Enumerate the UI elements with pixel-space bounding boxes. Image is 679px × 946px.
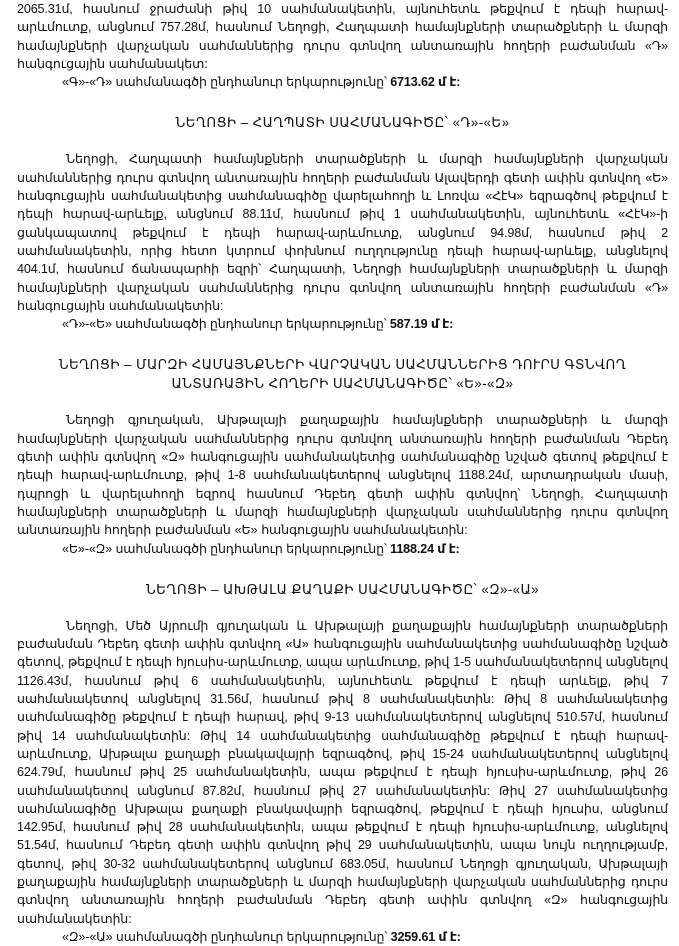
summary-label: «Դ»-«Ե» սահմանագծի ընդհանուր երկարությունը՝ (62, 317, 387, 332)
summary-value: 3259.61 մ է: (390, 929, 461, 944)
summary-value: 587.19 մ է: (389, 317, 454, 332)
section-body: Նեղոցի գյուղական, Ախթալայի քաղաքային համայնքների տարածքների և մարզի համայնքների վարչական սահմաններից դուրս գտնվող անտառային հողերի բաժանման Դեբեդ գետի ափին գտնվող «Զ» հանգուցային սահմանակետից սահմանագիծը նշված գետով թեքվում է դեպի հարավ-արևմուտք, թիվ 1-8 սահմանակետերով անցնելով 1188.24մ, արտադրական մասի, դպրոցի և վարելահողի եզրով հասնում Դեբեդ գետի ափին գտնվող՝ Նեղոցի, Հաղպատի համայնքների տարածքների և մարզի համայնքների վարչական սահմաններից դուրս գտնվող անտառային հողերի բաժանման «Ե» հանգուցային սահմանակետին: (17, 413, 668, 538)
section-summary (62, 928, 668, 946)
section-body: Նեղոցի, Մեծ Այրումի գյուղական և Ախթալայի քաղաքային համայնքների տարածքների բաժանման Դեբեդ գետի ափին գտնվող «Ա» հանգուցային սահմանակետից սահմանագիծը նշված գետով, թեքվում է դեպի հյուսիս-արևմուտք, ապա արևմուտք, թիվ 1-5 սահմանակետերով անցնելով 1126.43մ, հասնում թիվ 6 սահմանակետին, այնուհետև թեքվում է դեպի արևելք, թիվ 7 սահմանակետով անցնելով 31.56մ, հասնում թիվ 8 սահմանակետին: Թիվ 8 սահմանակետից սահմանագիծը թեքվում է դեպի հարավ, թիվ 9-13 սահմանակետերով անցնելով 510.57մ, հասնում թիվ 14 սահմանակետին: Թիվ 14 սահմանակետից սահմանագիծը թեքվում է դեպի հարավ-արևմուտք, Ախթալա քաղաքի բնակավայրի եզրագծով, թիվ 15-24 սահմանակետերով անցնելով 624.79մ, հասնում թիվ 25 սահմանակետին, ապա թեքվում է դեպի հյուսիս-արևմուտք, թիվ 26 սահմանակետով անցնում 87.82մ, հասնում թիվ 27 սահմանակետին: Թիվ 27 սահմանակետից սահմանագիծը Ախթալա քաղաքի բնակավայրի եզրագծով, թեքվում է դեպի հյուսիս, անցնում 142.95մ, հասնում թիվ 28 սահմանակետին, ապա թեքվում է դեպի հյուսիս-արևմուտք, անցնելով 51.54մ, հասնում Դեբեդ գետի ափին գտնվող թիվ 29 սահմանակետին, ապա նույն ուղղությամբ, գետով, թիվ 30-32 սահմանակետերով անցնում 683.05մ, հասնում Նեղոցի գյուղական, Ախթալայի քաղաքային համայնքների տարածքների և մարզի համայնքների վարչական սահմաններից դուրս գտնվող անտառային հողերի բաժանման Դեբեդ գետի ափին գտնվող «Զ» հանգուցային սահմանակետին: (17, 618, 668, 926)
section-body: Նեղոցի, Հաղպատի համայնքների տարածքների և մարզի համայնքների վարչական սահմաններից դուրս գտնվող անտառային հողերի բաժանման Ալավերդի գետի ափին գտնվող «Ե» հանգուցային սահմանակետից սահմանագիծը վարելահողի և Լոռվա «ՀէԿ» եզրագծով թեքվում է դեպի հարավ-արևելք, անցնում 88.11մ, հասնում թիվ 1 սահմանակետին, այնուհետև «ՀէԿ»-ի ցանկապատով թեքվում է դեպի հարավ-արևմուտք, անցնում 94.98մ, հասնում թիվ 2 սահմանակետին, որից հետո կտրում փոխնում ուղղությունը դեպի հարավ-արևելք, անցնելով 404.1մ, հասնում ճանապարհի եզրի՝ Հաղպատի, Նեղոցի համայնքների տարածքների և մարզի համայնքների վարչական սահմաններից դուրս գտնվող անտառային հողերի բաժանման «Դ» հանգուցային սահմանակետին: (17, 152, 668, 313)
summary-value: 6713.62 մ է: (390, 75, 461, 90)
summary-label: «Ե»-«Զ» սահմանագծի ընդհանուր երկարությունը՝ (62, 541, 387, 556)
section-heading: ՆԵՂՈՑԻ – ՀԱՂՊԱՏԻ ՍԱՀՄԱՆԱԳԻԾԸ՝ «Դ»-«Ե» (175, 115, 510, 131)
section-d-e (17, 113, 668, 333)
section-summary (62, 540, 668, 558)
summary-value: 1188.24 մ է: (390, 541, 460, 556)
summary-label: «Զ»-«Ա» սահմանագծի ընդհանուր երկարությունը՝ (62, 929, 388, 944)
section-e-z (17, 355, 668, 557)
section-z-a (17, 580, 668, 946)
summary-label: «Գ»-«Դ» սահմանագծի ընդհանուր երկարությունը՝ (62, 75, 387, 90)
section-heading: ՆԵՂՈՑԻ – ԱԽԹԱԼԱ ՔԱՂԱՔԻ ՍԱՀՄԱՆԱԳԻԾԸ՝ «Զ»-«Ա» (145, 581, 540, 597)
intro-paragraph: 2065.31մ, հասնում ջրաժանի թիվ 10 սահմանակետին, այնուհետև թեքվում է դեպի հարավ-արևմուտք, անցնում 757.28մ, հասնում Նեղոցի, Հաղպատի համայնքների տարածքների և մարզի համայնքների վարչական սահմաններից դուրս գտնվող անտառային հողերի բաժանման «Դ» հանգուցային սահմանակետ: (17, 2, 668, 71)
intro-summary (62, 73, 668, 91)
section-heading: ՆԵՂՈՑԻ – ՄԱՐԶԻ ՀԱՄԱՅՆՔՆԵՐԻ ՎԱՐՉԱԿԱՆ ՍԱՀՄԱՆՆԵՐԻՑ ԴՈՒՐՍ ԳՏՆՎՈՂ ԱՆՏԱՌԱՅԻՆ ՀՈՂԵՐԻ ՍԱՀՄԱՆԱԳԻԾԸ՝ «Ե»-«Զ» (58, 357, 627, 392)
section-summary (62, 315, 668, 333)
